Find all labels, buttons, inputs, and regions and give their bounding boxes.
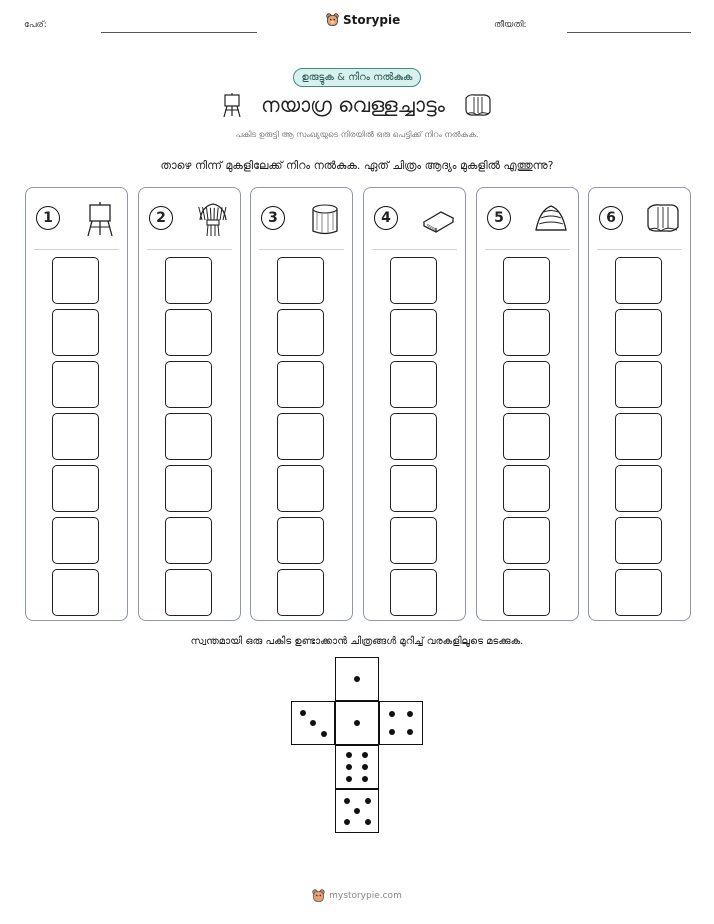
color-box[interactable] [52, 257, 99, 304]
activity-badge: ഉരുട്ടുക & നിറം നൽകുക [293, 68, 422, 87]
dice-face-1 [335, 657, 379, 701]
color-box[interactable] [277, 361, 324, 408]
page-title: നയാഗ്ര വെള്ളച്ചാട്ടം [261, 93, 445, 117]
color-box[interactable] [503, 465, 550, 512]
color-box[interactable] [277, 413, 324, 460]
instruction-question: താഴെ നിന്ന് മുകളിലേക്ക് നിറം നൽകുക. ഏത് ചിത്രം ആദ്യം മുകളിൽ എത്തുന്നു? [160, 159, 554, 172]
column-number: 5 [487, 206, 511, 230]
waterfall-icon [463, 92, 493, 118]
dice-pip [365, 798, 371, 804]
color-box[interactable] [615, 517, 662, 564]
color-box[interactable] [277, 309, 324, 356]
dice-pip [354, 720, 360, 726]
color-box[interactable] [277, 517, 324, 564]
color-box[interactable] [615, 569, 662, 616]
color-box[interactable] [165, 517, 212, 564]
color-box[interactable] [615, 257, 662, 304]
color-box[interactable] [52, 361, 99, 408]
name-label: പേര്: [24, 20, 47, 30]
color-box[interactable] [503, 361, 550, 408]
dice-pip [389, 729, 395, 735]
dice-pip [310, 720, 316, 726]
dice-pip [407, 729, 413, 735]
footer [312, 889, 402, 903]
brand-name: Storypie [343, 13, 401, 27]
color-box[interactable] [165, 413, 212, 460]
color-box[interactable] [390, 517, 437, 564]
color-box[interactable] [390, 361, 437, 408]
color-box[interactable] [390, 309, 437, 356]
color-box[interactable] [165, 257, 212, 304]
headdress-icon [194, 200, 232, 238]
column-divider [597, 249, 682, 250]
color-box[interactable] [52, 465, 99, 512]
dice-pip [362, 764, 368, 770]
column-1 [25, 187, 128, 621]
dice-pip [321, 731, 327, 737]
color-box[interactable] [503, 517, 550, 564]
rock-mound-icon [532, 200, 570, 238]
fold-instruction: സ്വന്തമായി ഒരു പകിട ഉണ്ടാക്കാൻ ചിത്രങ്ങൾ മുറിച്ച് വരകളിലൂടെ മടക്കുക. [190, 636, 524, 647]
column-4 [363, 187, 466, 621]
column-number: 2 [149, 206, 173, 230]
column-number: 6 [599, 206, 623, 230]
color-box[interactable] [165, 569, 212, 616]
column-6 [588, 187, 691, 621]
dice-pip [300, 710, 306, 716]
column-number: 3 [261, 206, 285, 230]
column-divider [259, 249, 344, 250]
color-box[interactable] [390, 257, 437, 304]
color-box[interactable] [52, 569, 99, 616]
color-box[interactable] [165, 465, 212, 512]
stump-icon [306, 200, 344, 238]
waterfall-icon [644, 200, 682, 238]
color-box[interactable] [165, 361, 212, 408]
easel-icon [81, 200, 119, 238]
dice-pip [346, 764, 352, 770]
dice-pip [407, 711, 413, 717]
color-box[interactable] [277, 465, 324, 512]
brand-logo [326, 13, 400, 27]
color-box[interactable] [390, 465, 437, 512]
dice-pip [354, 808, 360, 814]
color-box[interactable] [503, 569, 550, 616]
color-box[interactable] [52, 517, 99, 564]
dice-pip [354, 676, 360, 682]
column-number: 1 [36, 206, 60, 230]
dice-pip [344, 819, 350, 825]
dice-pip [346, 752, 352, 758]
color-box[interactable] [615, 465, 662, 512]
color-box[interactable] [615, 309, 662, 356]
dice-pip [389, 711, 395, 717]
book-icon [419, 200, 457, 238]
date-line[interactable] [567, 32, 691, 33]
color-box[interactable] [615, 413, 662, 460]
color-box[interactable] [52, 309, 99, 356]
dice-face-1 [335, 701, 379, 745]
column-5 [476, 187, 579, 621]
bear-logo-icon [312, 889, 325, 903]
dice-face-5 [335, 789, 379, 833]
column-divider [485, 249, 570, 250]
column-3 [250, 187, 353, 621]
column-number: 4 [374, 206, 398, 230]
footer-url[interactable]: mystorypie.com [329, 891, 402, 901]
dice-face-6 [335, 745, 379, 789]
color-box[interactable] [165, 309, 212, 356]
color-box[interactable] [277, 257, 324, 304]
column-divider [372, 249, 457, 250]
dice-face-3 [291, 701, 335, 745]
color-box[interactable] [615, 361, 662, 408]
color-box[interactable] [503, 413, 550, 460]
page-subtitle: പകിട ഉരുട്ടി ആ സംഖ്യയുടെ നിരയിൽ ഒരു പെട്ടിക്ക് നിറം നൽകുക. [235, 130, 479, 139]
column-divider [34, 249, 119, 250]
column-2 [138, 187, 241, 621]
color-box[interactable] [390, 569, 437, 616]
dice-pip [346, 776, 352, 782]
easel-icon [221, 92, 243, 118]
dice-face-4 [379, 701, 423, 745]
color-box[interactable] [390, 413, 437, 460]
bear-logo-icon [326, 13, 339, 27]
column-divider [147, 249, 232, 250]
date-label: തീയതി: [494, 20, 527, 30]
color-box[interactable] [52, 413, 99, 460]
dice-pip [362, 776, 368, 782]
color-box[interactable] [503, 257, 550, 304]
dice-pip [362, 752, 368, 758]
color-box[interactable] [277, 569, 324, 616]
dice-pip [344, 798, 350, 804]
dice-pip [365, 819, 371, 825]
color-box[interactable] [503, 309, 550, 356]
name-line[interactable] [101, 32, 257, 33]
